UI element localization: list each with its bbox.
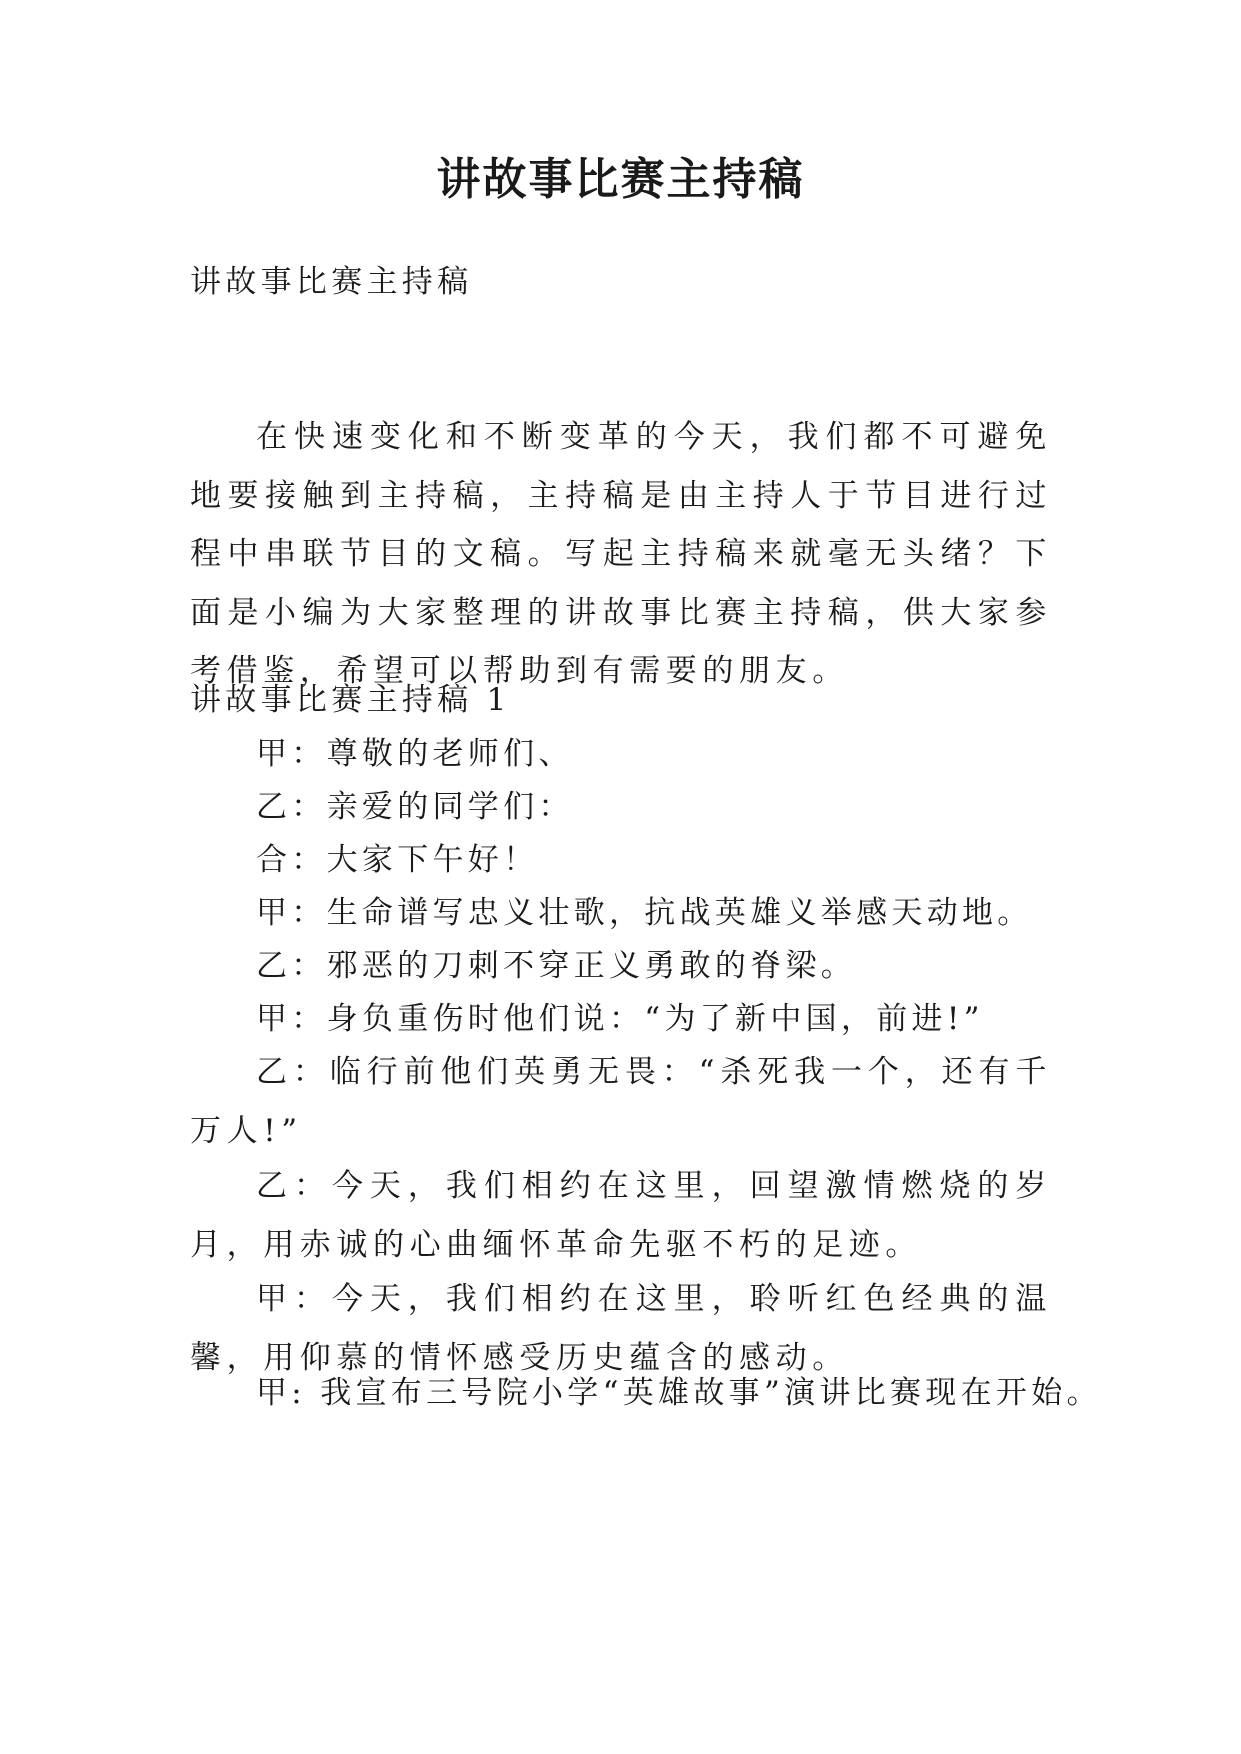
dialogue-line: 乙：邪恶的刀刺不穿正义勇敢的脊梁。 xyxy=(256,948,857,984)
section-heading: 讲故事比赛主持稿 1 xyxy=(190,682,511,718)
dialogue-line: 甲: 我宣布三号院小学“英雄故事”演讲比赛现在开始。 xyxy=(256,1375,1102,1411)
dialogue-line: 甲：尊敬的老师们、 xyxy=(256,736,574,772)
document-title: 讲故事比赛主持稿 xyxy=(436,154,805,205)
dialogue-line: 乙：亲爱的同学们： xyxy=(256,789,574,825)
dialogue-line: 甲：身负重伤时他们说：“为了新中国，前进!” xyxy=(256,1001,984,1037)
intro-paragraph: 在快速变化和不断变革的今天，我们都不可避免地要接触到主持稿，主持稿是由主持人于节目进行过程中串联节目的文稿。写起主持稿来就毫无头绪？下面是小编为大家整理的讲故事比赛主持稿，供大家参考借鉴，希望可以帮助到有需要的朋友。 xyxy=(190,419,1052,689)
dialogue-line: 甲：生命谱写忠义壮歌，抗战英雄义举感天动地。 xyxy=(256,895,1033,931)
dialogue-line: 合：大家下午好！ xyxy=(256,842,539,878)
dialogue-paragraph: 甲：今天，我们相约在这里，聆听红色经典的温馨，用仰慕的情怀感受历史蕴含的感动。 xyxy=(190,1281,1052,1376)
document-subtitle: 讲故事比赛主持稿 xyxy=(190,264,473,300)
dialogue-paragraph: 乙：临行前他们英勇无畏：“杀死我一个，还有千万人!” xyxy=(190,1054,1052,1149)
dialogue-paragraph: 乙：今天，我们相约在这里，回望激情燃烧的岁月，用赤诚的心曲缅怀革命先驱不朽的足迹。 xyxy=(190,1168,1052,1263)
